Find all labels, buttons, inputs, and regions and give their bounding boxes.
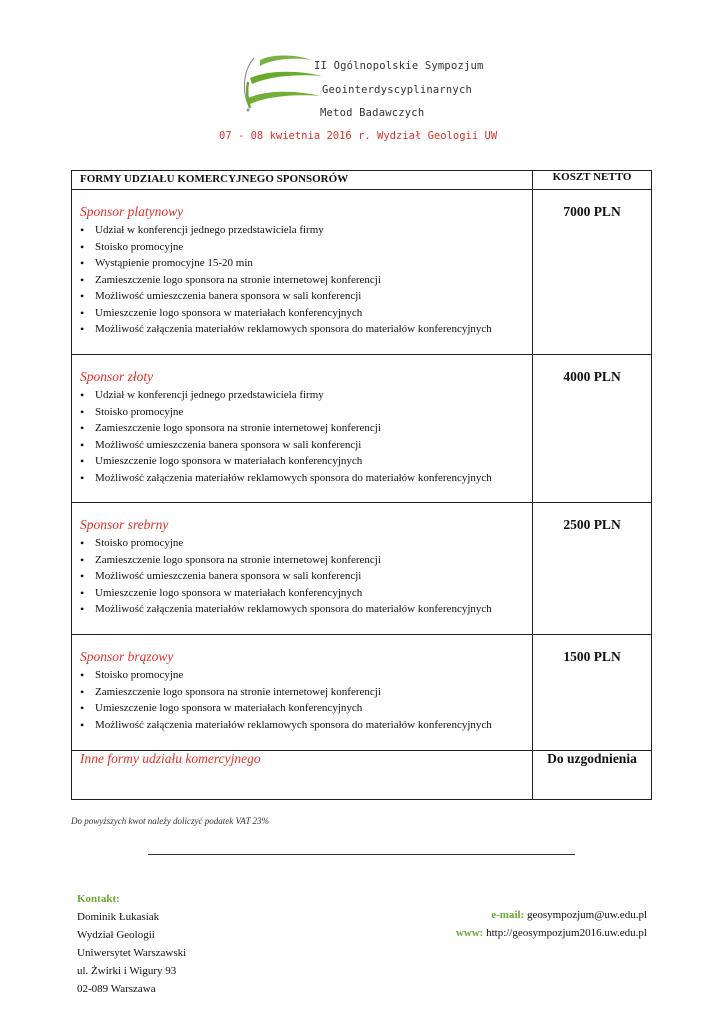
contact-address-block xyxy=(77,890,186,998)
tier-name: Sponsor brązowy xyxy=(80,649,174,664)
feature-item: • Umieszczenie logo sponsora w materiałach konferencyjnych xyxy=(80,453,526,470)
other-forms-row xyxy=(72,751,652,800)
contact-line: Dominik Łukasiak xyxy=(77,911,160,923)
tier-details xyxy=(72,503,533,635)
tier-details xyxy=(72,355,533,503)
contact-online-block xyxy=(456,906,647,942)
feature-item: • Możliwość umieszczenia banera sponsora w sali konferencji xyxy=(80,288,526,305)
sponsorship-table xyxy=(71,170,652,800)
contact-line: Wydział Geologii xyxy=(77,929,155,941)
tier-row-bronze xyxy=(72,635,652,751)
feature-item: • Stoisko promocyjne xyxy=(80,404,526,421)
feature-item: • Stoisko promocyjne xyxy=(80,239,526,256)
feature-item: • Stoisko promocyjne xyxy=(80,667,526,684)
page-header xyxy=(0,0,724,150)
feature-item: • Umieszczenie logo sponsora w materiałach konferencyjnych xyxy=(80,585,526,602)
tier-details xyxy=(72,635,533,751)
feature-item: • Stoisko promocyjne xyxy=(80,535,526,552)
email-link[interactable]: geosympozjum@uw.edu.pl xyxy=(526,909,647,921)
feature-item: • Możliwość załączenia materiałów reklamowych sponsora do materiałów konferencyjnych xyxy=(80,601,526,618)
feature-item: • Udział w konferencji jednego przedstawiciela firmy xyxy=(80,222,526,239)
feature-item: • Zamieszczenie logo sponsora na stronie internetowej konferencji xyxy=(80,272,526,289)
tier-price: 4000 PLN xyxy=(533,355,652,503)
contact-line: Uniwersytet Warszawski xyxy=(77,947,187,959)
table-header-row xyxy=(72,171,652,190)
tier-row-silver xyxy=(72,503,652,635)
divider xyxy=(148,854,575,855)
contact-line: ul. Żwirki i Wigury 93 xyxy=(77,965,177,977)
feature-list xyxy=(80,535,526,618)
www-label: www: xyxy=(455,927,484,939)
column-header-forms: FORMY UDZIAŁU KOMERCYJNEGO SPONSORÓW xyxy=(72,171,533,190)
feature-item: • Możliwość załączenia materiałów reklamowych sponsora do materiałów konferencyjnych xyxy=(80,717,526,734)
feature-item: • Wystąpienie promocyjne 15-20 min xyxy=(80,255,526,272)
feature-item: • Możliwość umieszczenia banera sponsora w sali konferencji xyxy=(80,568,526,585)
www-link[interactable]: http://geosympozjum2016.uw.edu.pl xyxy=(486,927,647,939)
tier-name: Sponsor platynowy xyxy=(80,204,184,219)
tier-name: Sponsor złoty xyxy=(80,369,154,384)
tier-name: Sponsor srebrny xyxy=(80,517,169,532)
contact-line: 02-089 Warszawa xyxy=(77,983,156,995)
feature-item: • Możliwość załączenia materiałów reklamowych sponsora do materiałów konferencyjnych xyxy=(80,321,526,338)
event-date-line: 07 - 08 kwietnia 2016 r. Wydział Geologii UW xyxy=(219,130,498,142)
feature-list xyxy=(80,387,526,486)
www-line xyxy=(456,924,647,942)
tier-price: 2500 PLN xyxy=(533,503,652,635)
feature-item: • Możliwość załączenia materiałów reklamowych sponsora do materiałów konferencyjnych xyxy=(80,470,526,487)
feature-item: • Możliwość umieszczenia banera sponsora w sali konferencji xyxy=(80,437,526,454)
column-header-cost: KOSZT NETTO xyxy=(533,171,652,190)
feature-list xyxy=(80,222,526,338)
tier-row-gold xyxy=(72,355,652,503)
feature-item: • Zamieszczenie logo sponsora na stronie internetowej konferencji xyxy=(80,420,526,437)
tier-price: 7000 PLN xyxy=(533,190,652,355)
feature-item: • Umieszczenie logo sponsora w materiałach konferencyjnych xyxy=(80,700,526,717)
vat-note: Do powyższych kwot należy doliczyć podatek VAT 23% xyxy=(71,816,270,826)
email-line xyxy=(456,906,647,924)
symposium-title-line-3: Metod Badawczych xyxy=(320,107,425,119)
tier-row-platinum xyxy=(72,190,652,355)
other-forms-label: Inne formy udziału komercyjnego xyxy=(72,751,533,800)
contact-label: Kontakt: xyxy=(77,893,120,905)
email-label: e-mail: xyxy=(491,909,525,921)
symposium-title-line-1: II Ogólnopolskie Sympozjum xyxy=(314,60,484,72)
feature-item: • Umieszczenie logo sponsora w materiałach konferencyjnych xyxy=(80,305,526,322)
feature-list xyxy=(80,667,526,733)
tier-details xyxy=(72,190,533,355)
feature-item: • Udział w konferencji jednego przedstawiciela firmy xyxy=(80,387,526,404)
feature-item: • Zamieszczenie logo sponsora na stronie internetowej konferencji xyxy=(80,684,526,701)
symposium-title-line-2: Geointerdyscyplinarnych xyxy=(322,84,472,96)
other-forms-price: Do uzgodnienia xyxy=(533,751,652,800)
feature-item: • Zamieszczenie logo sponsora na stronie internetowej konferencji xyxy=(80,552,526,569)
tier-price: 1500 PLN xyxy=(533,635,652,751)
